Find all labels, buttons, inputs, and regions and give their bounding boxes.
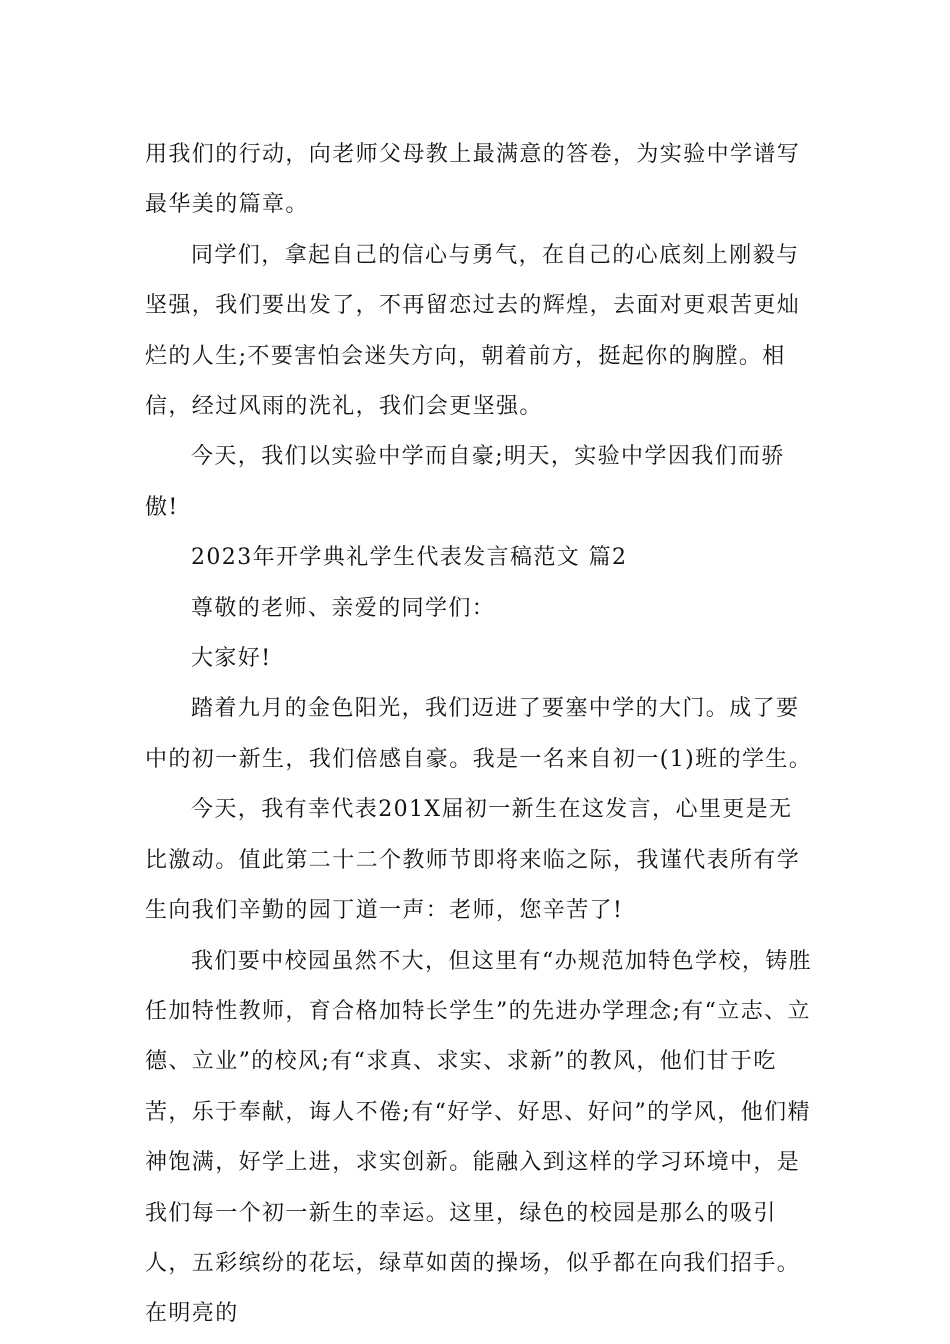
greeting: 大家好! bbox=[191, 646, 272, 672]
section-heading: 2023年开学典礼学生代表发言稿范文 篇2 bbox=[191, 545, 628, 571]
paragraph-encouragement: 同学们，拿起自己的信心与勇气，在自己的心底刻上刚毅与坚强，我们要出发了，不再留恋过去的辉煌，去面对更艰苦更灿烂的人生;不要害怕会迷失方向，朝着前方，挺起你的胸膛。相信，经过风雨的洗礼，我们会更坚强。 bbox=[145, 242, 801, 420]
paragraph-introduction: 踏着九月的金色阳光，我们迈进了要塞中学的大门。成了要中的初一新生，我们倍感自豪。我是一名来自初一(1)班的学生。 bbox=[145, 696, 813, 772]
paragraph-campus: 我们要中校园虽然不大，但这里有“办规范加特色学校，铸胜任加特性教师，育合格加特长学生”的先进办学理念;有“立志、立德、立业”的校风;有“求真、求实、求新”的教风，他们甘于吃苦，乐于奉献，诲人不倦;有“好学、好思、好问”的学风，他们精神饱满，好学上进，求实创新。能融入到这样的学习环境中，是我们每一个初一新生的幸运。这里，绿色的校园是那么的吸引人，五彩缤纷的花坛，绿草如茵的操场，似乎都在向我们招手。在明亮的 bbox=[145, 948, 813, 1327]
paragraph-pride: 今天，我们以实验中学而自豪;明天，实验中学因我们而骄傲! bbox=[145, 444, 785, 520]
paragraph-teachers-day: 今天，我有幸代表201X届初一新生在这发言，心里更是无比激动。值此第二十二个教师节即将来临之际，我谨代表所有学生向我们辛勤的园丁道一声：老师，您辛苦了! bbox=[145, 797, 801, 924]
paragraph-continued-closing: 用我们的行动，向老师父母教上最满意的答卷，为实验中学谱写最华美的篇章。 bbox=[145, 142, 801, 218]
salutation: 尊敬的老师、亲爱的同学们： bbox=[191, 595, 496, 621]
document-body bbox=[145, 130, 815, 1340]
